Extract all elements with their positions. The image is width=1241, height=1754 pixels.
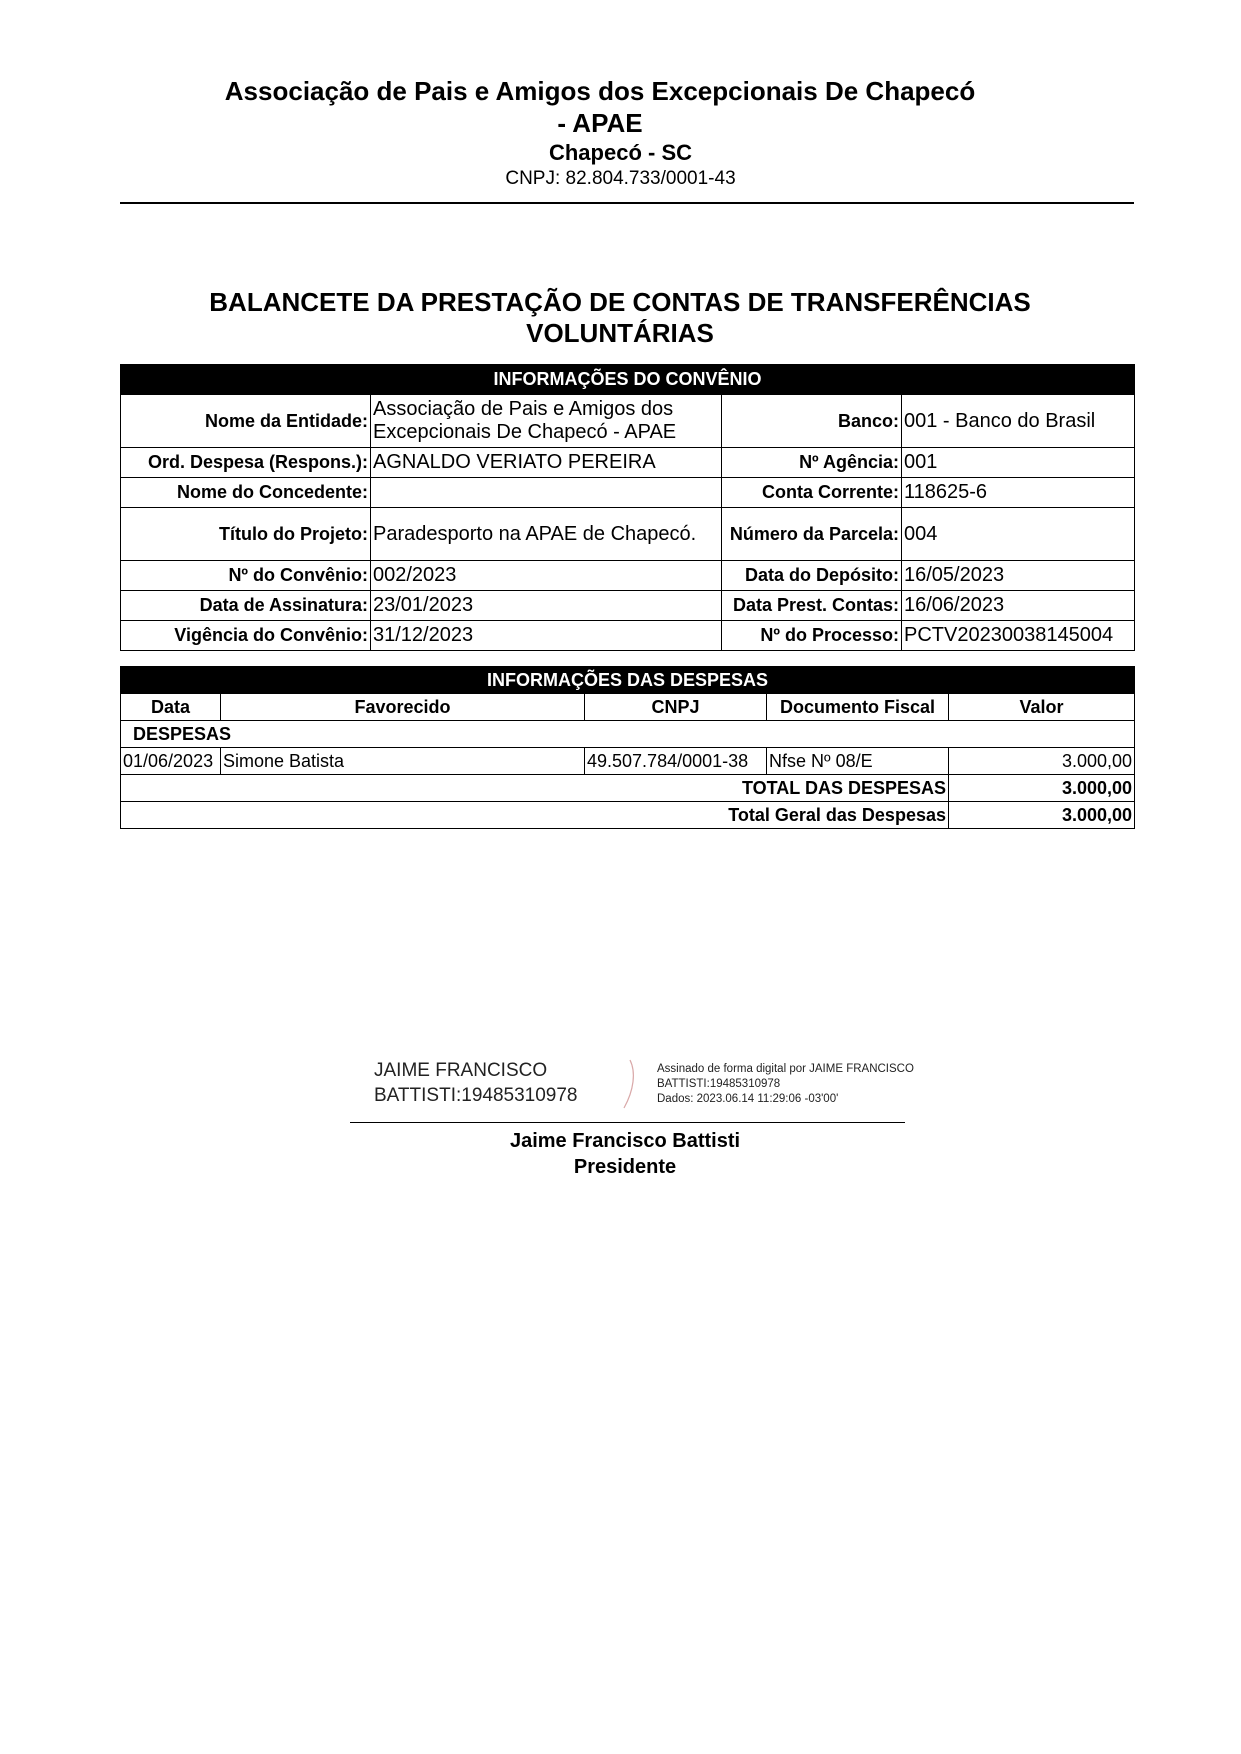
cell-data: 01/06/2023: [121, 748, 221, 775]
field-label: Conta Corrente:: [722, 478, 902, 508]
column-header-cnpj: CNPJ: [585, 694, 767, 721]
column-header-valor: Valor: [949, 694, 1135, 721]
despesas-header-row: [121, 694, 1135, 721]
field-label: Nome do Concedente:: [121, 478, 371, 508]
digital-signature-info: [657, 1062, 947, 1107]
signature-stroke-icon: [620, 1058, 640, 1110]
column-header-favorecido: Favorecido: [221, 694, 585, 721]
field-value: 118625-6: [902, 478, 1135, 508]
field-value: 001: [902, 448, 1135, 478]
signer-id-line: BATTISTI:19485310978: [374, 1085, 578, 1106]
signature-line: [350, 1122, 905, 1123]
convenio-row: [121, 621, 1135, 651]
column-header-data: Data: [121, 694, 221, 721]
grand-total-row: [121, 802, 1135, 829]
despesas-heading: INFORMAÇÕES DAS DESPESAS: [121, 667, 1135, 694]
total-label: TOTAL DAS DESPESAS: [121, 775, 949, 802]
field-value: PCTV20230038145004: [902, 621, 1135, 651]
field-label: Data de Assinatura:: [121, 591, 371, 621]
document-title: BALANCETE DA PRESTAÇÃO DE CONTAS DE TRANSFERÊNCIAS VOLUNTÁRIAS: [209, 287, 1031, 348]
convenio-row: [121, 478, 1135, 508]
field-value: 001 - Banco do Brasil: [902, 395, 1135, 448]
signatory-role: Presidente: [573, 1156, 677, 1178]
convenio-row: [121, 448, 1135, 478]
cell-valor: 3.000,00: [949, 748, 1135, 775]
cell-cnpj: 49.507.784/0001-38: [585, 748, 767, 775]
total-value: 3.000,00: [949, 775, 1135, 802]
cell-documento: Nfse Nº 08/E: [767, 748, 949, 775]
field-label: Nº do Convênio:: [121, 561, 371, 591]
digital-line: Dados: 2023.06.14 11:29:06 -03'00': [657, 1093, 839, 1105]
field-value: 004: [902, 508, 1135, 561]
field-value: 31/12/2023: [371, 621, 722, 651]
field-label: Nº do Processo:: [722, 621, 902, 651]
despesas-table: [120, 666, 1135, 829]
organization-name: Associação de Pais e Amigos dos Excepcionais De Chapecó - APAE: [224, 76, 976, 138]
signatory-name: Jaime Francisco Battisti: [509, 1130, 741, 1152]
field-value: Associação de Pais e Amigos dos Excepcionais De Chapecó - APAE: [371, 395, 722, 448]
field-label: Vigência do Convênio:: [121, 621, 371, 651]
convenio-row: [121, 561, 1135, 591]
total-row: [121, 775, 1135, 802]
field-value: AGNALDO VERIATO PEREIRA: [371, 448, 722, 478]
field-value: [371, 478, 722, 508]
field-label: Nome da Entidade:: [121, 395, 371, 448]
field-label: Número da Parcela:: [722, 508, 902, 561]
convenio-row: [121, 591, 1135, 621]
convenio-heading: INFORMAÇÕES DO CONVÊNIO: [121, 365, 1135, 395]
section-row: [121, 721, 1135, 748]
field-label: Título do Projeto:: [121, 508, 371, 561]
digital-line: BATTISTI:19485310978: [657, 1078, 781, 1090]
convenio-row: [121, 508, 1135, 561]
field-value: Paradesporto na APAE de Chapecó.: [371, 508, 722, 561]
field-value: 16/06/2023: [902, 591, 1135, 621]
section-label: DESPESAS: [121, 721, 1135, 748]
signer-name-line: JAIME FRANCISCO: [374, 1060, 548, 1081]
column-header-documento: Documento Fiscal: [767, 694, 949, 721]
field-value: 16/05/2023: [902, 561, 1135, 591]
grand-total-value: 3.000,00: [949, 802, 1135, 829]
organization-cnpj: CNPJ: 82.804.733/0001-43: [505, 168, 736, 189]
digital-line: Assinado de forma digital por JAIME FRANCISCO: [657, 1063, 914, 1075]
field-label: Data Prest. Contas:: [722, 591, 902, 621]
header-divider: [120, 202, 1134, 204]
field-label: Ord. Despesa (Respons.):: [121, 448, 371, 478]
field-label: Data do Depósito:: [722, 561, 902, 591]
field-label: Banco:: [722, 395, 902, 448]
field-value: 002/2023: [371, 561, 722, 591]
signer-block: [374, 1058, 578, 1108]
cell-favorecido: Simone Batista: [221, 748, 585, 775]
convenio-table: [120, 364, 1135, 651]
convenio-row: [121, 395, 1135, 448]
field-label: Nº Agência:: [722, 448, 902, 478]
field-value: 23/01/2023: [371, 591, 722, 621]
table-row: [121, 748, 1135, 775]
grand-total-label: Total Geral das Despesas: [121, 802, 949, 829]
organization-city: Chapecó - SC: [548, 140, 693, 165]
